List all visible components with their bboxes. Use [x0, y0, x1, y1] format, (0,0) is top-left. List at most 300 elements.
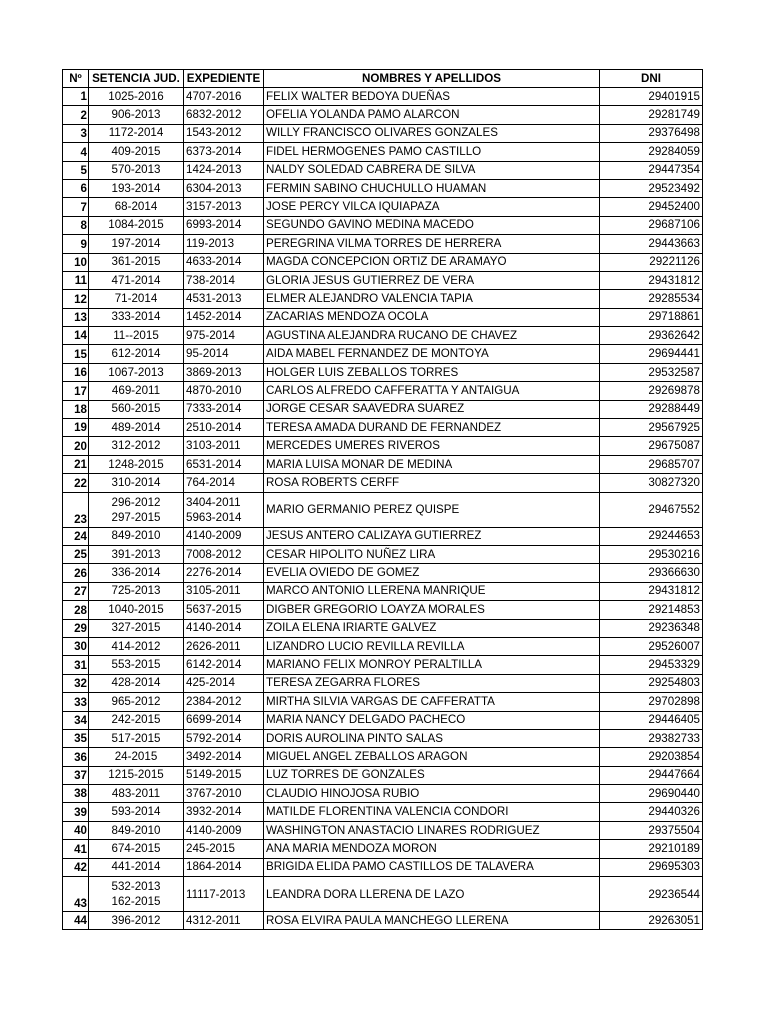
row-number: [63, 161, 89, 179]
row-nombre-text: MARIA NANCY DELGADO PACHECO: [266, 713, 466, 727]
row-nombre: [264, 803, 600, 821]
row-dni: [600, 912, 703, 930]
row-sentencia: [89, 161, 184, 179]
table-row: [63, 564, 703, 582]
row-number-text: 12: [74, 292, 87, 306]
row-nombre: [264, 419, 600, 437]
row-dni-text: 29285534: [648, 291, 700, 305]
row-nombre-text: WASHINGTON ANASTACIO LINARES RODRIGUEZ: [266, 823, 540, 837]
row-number: [63, 729, 89, 747]
row-number: [63, 637, 89, 655]
row-sentencia: [89, 382, 184, 400]
row-nombre-text: LUZ TORRES DE GONZALES: [266, 768, 425, 782]
row-number: [63, 88, 89, 106]
row-dni-text: 29401915: [648, 89, 700, 103]
row-number-text: 28: [74, 603, 87, 617]
row-expediente-text: 4312-2011: [186, 913, 241, 927]
row-dni: [600, 527, 703, 545]
row-sentencia: [89, 656, 184, 674]
row-expediente: [184, 216, 264, 234]
row-nombre-text: DIGBER GREGORIO LOAYZA MORALES: [266, 602, 485, 616]
row-number-text: 20: [74, 439, 87, 453]
row-sentencia-text: 327-2015: [111, 621, 161, 635]
row-number-text: 9: [80, 237, 87, 251]
row-number-text: 3: [80, 127, 87, 141]
row-sentencia-text: 441-2014: [111, 860, 161, 874]
row-nombre-text: LEANDRA DORA LLERENA DE LAZO: [266, 887, 465, 901]
row-sentencia-text: 391-2013: [111, 547, 161, 561]
row-dni-text: 29214853: [648, 602, 700, 616]
table-row: [63, 198, 703, 216]
row-number: [63, 198, 89, 216]
row-expediente-text: 3767-2010: [186, 786, 242, 800]
row-dni: [600, 143, 703, 161]
row-dni: [600, 803, 703, 821]
row-sentencia: [89, 235, 184, 253]
row-expediente: [184, 674, 264, 692]
row-dni-text: 29362642: [648, 328, 700, 342]
row-sentencia: [89, 748, 184, 766]
row-nombre: [264, 253, 600, 271]
row-nombre-text: FELIX WALTER BEDOYA DUEÑAS: [266, 89, 451, 103]
row-number: [63, 840, 89, 858]
row-expediente-text: 6993-2014: [186, 218, 242, 232]
header-nombres: NOMBRES Y APELLIDOS: [264, 70, 600, 88]
header-dni: DNI: [600, 70, 703, 88]
row-dni: [600, 564, 703, 582]
row-dni-text: 29269878: [648, 383, 700, 397]
row-sentencia: [89, 492, 184, 527]
row-nombre: [264, 88, 600, 106]
row-expediente-text: 1452-2014: [186, 310, 242, 324]
row-number: [63, 253, 89, 271]
row-expediente: [184, 106, 264, 124]
row-expediente-text: 3404-2011 5963-2014: [186, 495, 242, 524]
row-number: [63, 235, 89, 253]
row-dni-text: 29221126: [649, 255, 700, 269]
row-sentencia-text: 469-2011: [111, 383, 161, 397]
row-nombre: [264, 693, 600, 711]
row-number-text: 21: [74, 458, 87, 472]
row-sentencia: [89, 803, 184, 821]
row-expediente: [184, 198, 264, 216]
row-expediente: [184, 492, 264, 527]
row-expediente-text: 2384-2012: [186, 694, 242, 708]
row-expediente: [184, 601, 264, 619]
row-nombre-text: LIZANDRO LUCIO REVILLA REVILLA: [266, 639, 465, 653]
row-sentencia-text: 1084-2015: [108, 218, 164, 232]
row-expediente: [184, 821, 264, 839]
row-expediente-text: 975-2014: [186, 328, 235, 342]
row-expediente: [184, 345, 264, 363]
row-number: [63, 693, 89, 711]
row-number-text: 19: [74, 421, 87, 435]
row-nombre: [264, 161, 600, 179]
row-expediente-text: 3103-2011: [186, 439, 241, 453]
row-dni-text: 29702898: [648, 694, 700, 708]
row-number-text: 15: [74, 347, 87, 361]
row-nombre: [264, 400, 600, 418]
row-expediente-text: 6373-2014: [186, 144, 242, 158]
row-nombre: [264, 785, 600, 803]
row-expediente: [184, 858, 264, 876]
row-dni-text: 29236544: [648, 887, 700, 901]
table-row: [63, 419, 703, 437]
row-sentencia: [89, 271, 184, 289]
table-row: [63, 492, 703, 527]
row-dni-text: 30827320: [648, 475, 700, 489]
row-number-text: 2: [80, 108, 87, 122]
row-expediente: [184, 179, 264, 197]
row-dni: [600, 748, 703, 766]
row-nombre: [264, 345, 600, 363]
row-sentencia: [89, 674, 184, 692]
row-dni-text: 29375504: [648, 823, 700, 837]
row-dni: [600, 492, 703, 527]
row-number: [63, 711, 89, 729]
row-sentencia: [89, 216, 184, 234]
row-expediente: [184, 582, 264, 600]
header-expediente: EXPEDIENTE: [184, 70, 264, 88]
row-dni: [600, 877, 703, 912]
row-dni-text: 29263051: [648, 913, 700, 927]
row-number: [63, 858, 89, 876]
row-number-text: 7: [80, 200, 87, 214]
row-expediente: [184, 124, 264, 142]
row-sentencia: [89, 729, 184, 747]
row-sentencia-text: 1040-2015: [108, 602, 164, 616]
row-number: [63, 437, 89, 455]
row-sentencia: [89, 455, 184, 473]
table-row: [63, 290, 703, 308]
row-dni: [600, 693, 703, 711]
row-sentencia: [89, 198, 184, 216]
row-nombre-text: GLORIA JESUS GUTIERREZ DE VERA: [266, 273, 475, 287]
row-nombre: [264, 582, 600, 600]
row-dni-text: 29431812: [648, 273, 700, 287]
row-dni: [600, 474, 703, 492]
row-dni: [600, 582, 703, 600]
row-number-text: 10: [74, 255, 87, 269]
row-nombre: [264, 858, 600, 876]
row-dni: [600, 161, 703, 179]
row-dni: [600, 345, 703, 363]
row-nombre: [264, 821, 600, 839]
row-nombre: [264, 235, 600, 253]
row-nombre: [264, 637, 600, 655]
row-sentencia-text: 336-2014: [111, 566, 161, 580]
row-sentencia-text: 674-2015: [111, 841, 161, 855]
row-dni: [600, 106, 703, 124]
row-nombre-text: CARLOS ALFREDO CAFFERATTA Y ANTAIGUA: [266, 383, 520, 397]
row-expediente-text: 1543-2012: [186, 126, 242, 140]
row-sentencia-text: 471-2014: [111, 273, 161, 287]
table-row: [63, 619, 703, 637]
row-nombre: [264, 545, 600, 563]
row-sentencia: [89, 912, 184, 930]
row-dni-text: 29366630: [648, 566, 700, 580]
row-sentencia-text: 193-2014: [111, 181, 161, 195]
row-number-text: 37: [74, 769, 87, 783]
row-dni: [600, 235, 703, 253]
spreadsheet: [62, 69, 703, 930]
table-row: [63, 729, 703, 747]
row-expediente-text: 1864-2014: [186, 860, 242, 874]
row-number-text: 29: [74, 621, 87, 635]
row-sentencia-text: 965-2012: [111, 694, 161, 708]
row-dni-text: 29718861: [648, 310, 700, 324]
row-sentencia: [89, 693, 184, 711]
row-nombre: [264, 143, 600, 161]
row-nombre: [264, 308, 600, 326]
row-number: [63, 748, 89, 766]
row-number-text: 24: [74, 529, 87, 543]
row-number-text: 6: [80, 182, 87, 196]
row-number: [63, 290, 89, 308]
table-row: [63, 582, 703, 600]
row-expediente-text: 6699-2014: [186, 713, 242, 727]
row-dni: [600, 400, 703, 418]
table-row: [63, 253, 703, 271]
row-dni-text: 29526007: [648, 639, 700, 653]
row-expediente-text: 3157-2013: [186, 200, 242, 214]
row-expediente-text: 4140-2014: [186, 621, 242, 635]
table-row: [63, 88, 703, 106]
row-number-text: 27: [74, 585, 87, 599]
row-dni: [600, 545, 703, 563]
row-nombre: [264, 290, 600, 308]
row-number-text: 32: [74, 677, 87, 691]
row-nombre: [264, 729, 600, 747]
header-number: Nº: [63, 70, 89, 88]
row-dni-text: 29203854: [648, 749, 700, 763]
row-nombre: [264, 766, 600, 784]
row-number: [63, 474, 89, 492]
row-expediente: [184, 545, 264, 563]
row-dni: [600, 327, 703, 345]
row-number-text: 23: [74, 512, 87, 526]
table-row: [63, 400, 703, 418]
row-sentencia: [89, 711, 184, 729]
row-sentencia-text: 361-2015: [111, 255, 161, 269]
row-nombre: [264, 564, 600, 582]
row-nombre: [264, 748, 600, 766]
table-row: [63, 821, 703, 839]
row-sentencia-text: 849-2010: [111, 823, 161, 837]
row-expediente-text: 2626-2011: [186, 639, 241, 653]
row-sentencia-text: 483-2011: [111, 786, 161, 800]
row-number-text: 26: [74, 566, 87, 580]
row-sentencia-text: 312-2012: [111, 439, 161, 453]
row-nombre-text: FIDEL HERMOGENES PAMO CASTILLO: [266, 144, 482, 158]
row-nombre-text: JESUS ANTERO CALIZAYA GUTIERREZ: [266, 529, 482, 543]
row-expediente-text: 7008-2012: [186, 547, 242, 561]
row-dni-text: 29288449: [648, 402, 700, 416]
row-number-text: 41: [74, 842, 87, 856]
row-expediente: [184, 382, 264, 400]
row-expediente: [184, 619, 264, 637]
table-row: [63, 474, 703, 492]
table-row: [63, 637, 703, 655]
row-number: [63, 582, 89, 600]
row-nombre-text: PEREGRINA VILMA TORRES DE HERRERA: [266, 236, 502, 250]
row-nombre-text: ANA MARIA MENDOZA MORON: [266, 841, 437, 855]
row-expediente-text: 764-2014: [186, 475, 235, 489]
row-expediente-text: 4633-2014: [186, 255, 242, 269]
row-expediente: [184, 271, 264, 289]
row-number: [63, 382, 89, 400]
row-expediente-text: 6304-2013: [186, 181, 242, 195]
row-nombre: [264, 912, 600, 930]
row-dni-text: 29254803: [648, 676, 700, 690]
table-row: [63, 124, 703, 142]
row-dni-text: 29452400: [648, 200, 700, 214]
row-expediente-text: 3492-2014: [186, 749, 242, 763]
row-number: [63, 179, 89, 197]
row-nombre-text: BRIGIDA ELIDA PAMO CASTILLOS DE TALAVERA: [266, 860, 534, 874]
row-number: [63, 527, 89, 545]
row-sentencia-text: 71-2014: [114, 291, 158, 305]
row-number-text: 38: [74, 787, 87, 801]
row-dni: [600, 437, 703, 455]
row-sentencia-text: 242-2015: [111, 713, 161, 727]
records-table: [62, 69, 703, 930]
row-expediente-text: 4140-2009: [186, 823, 242, 837]
table-row: [63, 785, 703, 803]
row-nombre: [264, 527, 600, 545]
row-number: [63, 271, 89, 289]
table-row: [63, 748, 703, 766]
row-sentencia: [89, 564, 184, 582]
row-number-text: 30: [74, 640, 87, 654]
row-expediente-text: 6142-2014: [186, 658, 242, 672]
row-expediente: [184, 363, 264, 381]
row-expediente: [184, 327, 264, 345]
table-row: [63, 858, 703, 876]
row-dni-text: 29467552: [648, 503, 700, 517]
row-expediente: [184, 912, 264, 930]
row-sentencia: [89, 821, 184, 839]
row-nombre: [264, 492, 600, 527]
row-expediente-text: 4707-2016: [186, 89, 242, 103]
row-nombre-text: MERCEDES UMERES RIVEROS: [266, 439, 440, 453]
row-number: [63, 400, 89, 418]
row-sentencia: [89, 582, 184, 600]
row-dni: [600, 382, 703, 400]
row-expediente: [184, 527, 264, 545]
table-row: [63, 803, 703, 821]
row-expediente-text: 95-2014: [186, 347, 229, 361]
row-expediente: [184, 455, 264, 473]
row-nombre: [264, 656, 600, 674]
row-sentencia-text: 725-2013: [111, 584, 161, 598]
row-sentencia: [89, 124, 184, 142]
row-dni-text: 29695303: [648, 860, 700, 874]
row-nombre: [264, 179, 600, 197]
table-row: [63, 308, 703, 326]
row-nombre-text: DORIS AUROLINA PINTO SALAS: [266, 731, 443, 745]
row-expediente-text: 5792-2014: [186, 731, 242, 745]
row-nombre: [264, 711, 600, 729]
row-dni-text: 29447354: [648, 163, 700, 177]
row-nombre: [264, 327, 600, 345]
row-nombre-text: CESAR HIPOLITO NUÑEZ LIRA: [266, 547, 436, 561]
row-dni-text: 29694441: [648, 347, 700, 361]
row-dni: [600, 674, 703, 692]
row-dni: [600, 124, 703, 142]
row-dni: [600, 656, 703, 674]
row-nombre-text: JOSE PERCY VILCA IQUIAPAZA: [266, 200, 440, 214]
row-number: [63, 564, 89, 582]
row-expediente: [184, 161, 264, 179]
row-sentencia-text: 560-2015: [111, 402, 161, 416]
row-dni-text: 29446405: [648, 713, 700, 727]
row-sentencia-text: 593-2014: [111, 805, 161, 819]
row-number-text: 18: [74, 403, 87, 417]
row-nombre-text: TERESA ZEGARRA FLORES: [266, 676, 420, 690]
row-nombre: [264, 601, 600, 619]
table-row: [63, 345, 703, 363]
row-sentencia-text: 553-2015: [111, 658, 161, 672]
row-nombre-text: ROSA ROBERTS CERFF: [266, 475, 400, 489]
row-sentencia: [89, 601, 184, 619]
row-nombre-text: OFELIA YOLANDA PAMO ALARCON: [266, 108, 460, 122]
row-number-text: 43: [74, 897, 87, 911]
row-sentencia: [89, 474, 184, 492]
row-sentencia: [89, 419, 184, 437]
row-sentencia: [89, 527, 184, 545]
row-dni-text: 29532587: [648, 365, 700, 379]
row-number-text: 11: [74, 274, 87, 288]
row-nombre-text: JORGE CESAR SAAVEDRA SUAREZ: [266, 402, 465, 416]
row-expediente-text: 738-2014: [186, 273, 235, 287]
row-sentencia: [89, 363, 184, 381]
row-nombre-text: ELMER ALEJANDRO VALENCIA TAPIA: [266, 291, 473, 305]
row-sentencia-text: 414-2012: [111, 639, 161, 653]
row-nombre-text: MARIA LUISA MONAR DE MEDINA: [266, 457, 453, 471]
table-row: [63, 106, 703, 124]
row-expediente: [184, 637, 264, 655]
row-number-text: 16: [74, 366, 87, 380]
row-nombre-text: EVELIA OVIEDO DE GOMEZ: [266, 566, 420, 580]
table-row: [63, 840, 703, 858]
table-row: [63, 656, 703, 674]
table-row: [63, 437, 703, 455]
row-dni-text: 29376498: [648, 126, 700, 140]
row-sentencia: [89, 840, 184, 858]
row-nombre: [264, 216, 600, 234]
row-dni-text: 29567925: [648, 420, 700, 434]
row-expediente-text: 3932-2014: [186, 805, 242, 819]
row-sentencia: [89, 106, 184, 124]
row-expediente: [184, 400, 264, 418]
row-expediente-text: 4870-2010: [186, 383, 242, 397]
row-nombre-text: MIGUEL ANGEL ZEBALLOS ARAGON: [266, 749, 468, 763]
row-nombre: [264, 674, 600, 692]
row-number: [63, 327, 89, 345]
row-expediente: [184, 290, 264, 308]
row-dni-text: 29690440: [648, 786, 700, 800]
row-nombre-text: MARIO GERMANIO PEREZ QUISPE: [266, 503, 460, 517]
table-row: [63, 766, 703, 784]
row-nombre: [264, 198, 600, 216]
row-expediente-text: 11117-2013: [186, 887, 246, 901]
row-dni-text: 29281749: [648, 108, 700, 122]
row-expediente: [184, 235, 264, 253]
row-dni: [600, 785, 703, 803]
row-sentencia: [89, 400, 184, 418]
row-dni: [600, 840, 703, 858]
